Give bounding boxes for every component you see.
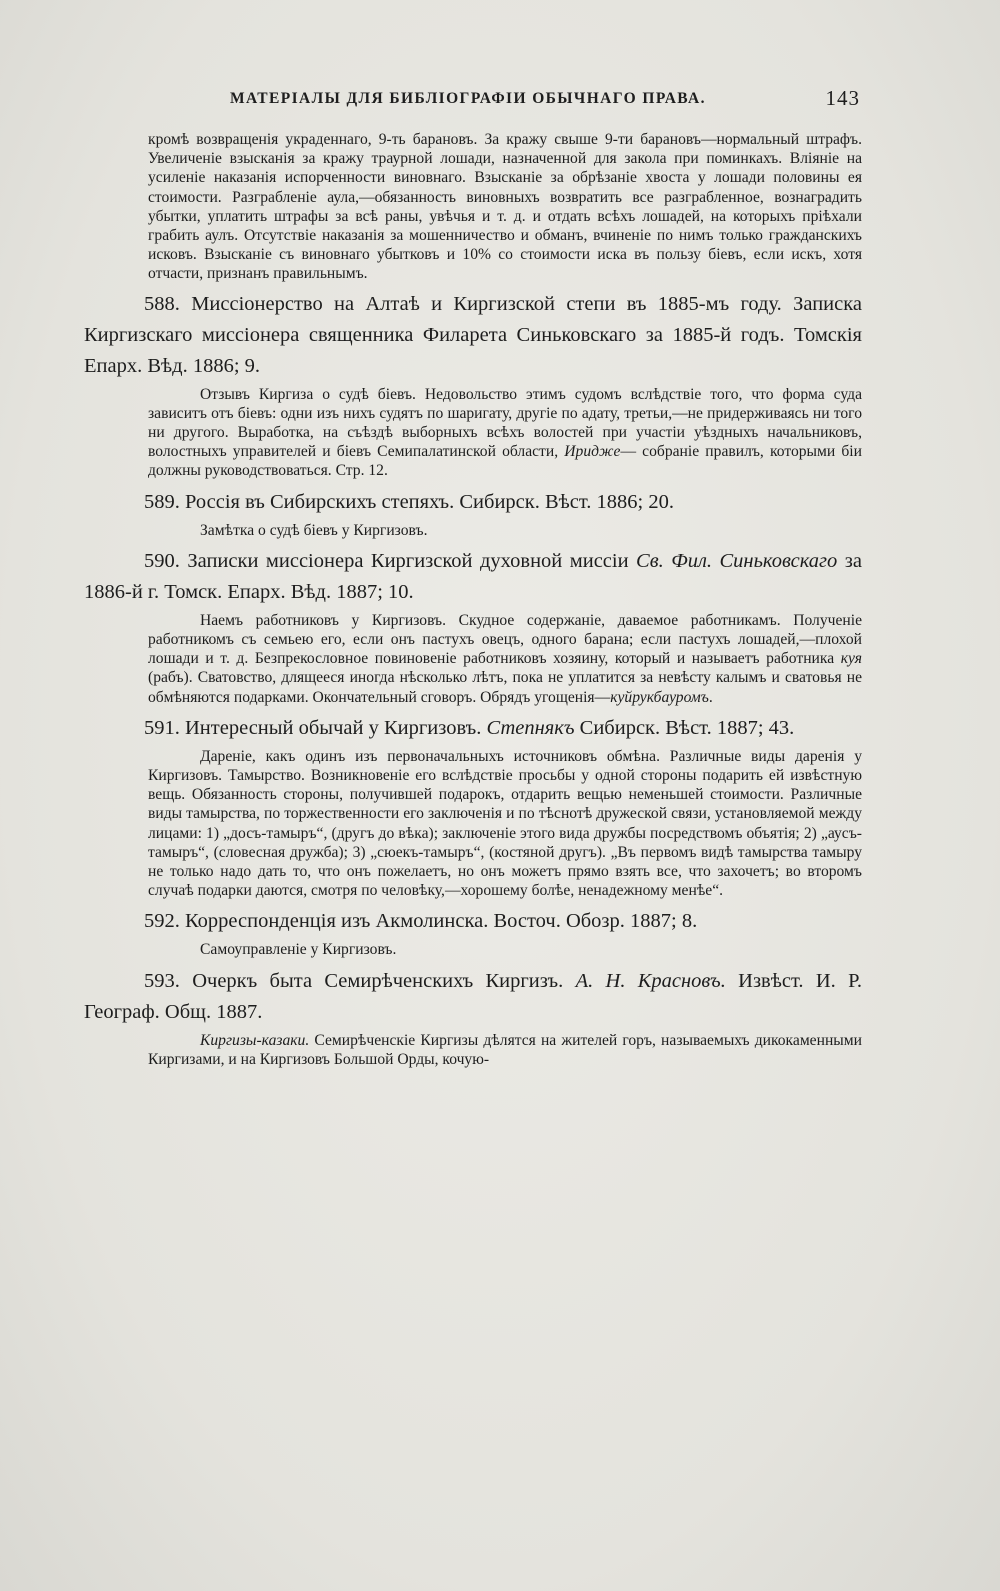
entry-592-note: Самоуправленіе у Киргизовъ. <box>200 941 397 959</box>
note-italic-term: Ириджe <box>564 443 621 461</box>
entry-number: 588. <box>144 292 180 315</box>
note-text: Наемъ работниковъ у Киргизовъ. Скудное содержаніе, даваемое работникамъ. Полученіе работникомъ съ семьею его, если онъ пастухъ овецъ, одного барана; если пастухъ лошадей,—плохой лошади и т. д. Безпрекословное повиновеніе работниковъ хозяину, который и называетъ работника <box>148 611 862 668</box>
entry-593-note <box>148 1031 862 1069</box>
entry-title: Корреспонденція изъ Акмолинска. Восточ. Обозр. 1887; 8. <box>185 910 698 933</box>
entry-589 <box>84 487 862 518</box>
note-text: Отзывъ Киргиза о судѣ біевъ. Недовольство этимъ судомъ вслѣдствіе того, что форма суда зависитъ отъ біевъ: одни изъ нихъ судятъ по шаригату, другіе по адату, третьи,—не придерживаясь ни того ни другого. Выработка, на съѣздѣ выборныхъ всѣхъ волостей при участіи уѣздныхъ начальниковъ, волостныхъ управителей и біевъ Семипалатинской области, <box>148 385 862 461</box>
entry-588 <box>84 289 862 382</box>
entry-592 <box>84 906 862 937</box>
note-text-mid: (рабъ). Сватовство, длящееся иногда нѣсколько лѣтъ, пока не уплатится за невѣсту калымъ и сватовья не обмѣняются подарками. Окончательный сговоръ. Обрядъ угощенія— <box>148 669 862 706</box>
entry-author: А. Н. Красновъ. <box>575 969 726 992</box>
entry-number: 590. <box>144 549 180 572</box>
entry-title: Записки миссіонера Киргизской духовной миссіи <box>187 549 629 572</box>
page-number: 143 <box>825 86 860 110</box>
entry-title: Миссіонерство на Алтаѣ и Киргизской степи въ 1885-мъ году. Записка Киргизскаго миссіонера священника Филарета Синьковскаго за 1885-й годъ. Томскія Епарх. Вѣд. 1886; 9. <box>84 292 862 377</box>
entry-591 <box>84 713 862 744</box>
entry-number: 593. <box>144 969 180 992</box>
entry-author: Степнякъ <box>486 716 575 739</box>
running-title: МАТЕРІАЛЫ ДЛЯ БИБЛІОГРАФІИ ОБЫЧНАГО ПРАВА. <box>230 90 706 107</box>
entry-591-note: Дареніе, какъ одинъ изъ первоначальныхъ источниковъ обмѣна. Различные виды даренія у Киргизовъ. Тамырство. Возникновеніе его вслѣдствіе просьбы у одной стороны подарить ей извѣстную вещь. Обязанность стороны, получившей подарокъ, отдарить вещью неменьшей стоимости. Различные виды тамырства, по торжественности его заключенія и по тѣснотѣ дружеской связи, установляемой между лицами: 1) „досъ-тамыръ“, (другъ до вѣка); заключеніе этого вида дружбы посредствомъ объятія; 2) „аусъ-тамыръ“, (словесная дружба); 3) „сюекъ-тамыръ“, (костяной другъ). „Въ первомъ видѣ тамырства тамыру не только надо дать то, что онъ пожелаетъ, но онъ можетъ прямо взять все, что захочетъ; во второмъ случаѣ подарки даются, смотря по человѣку,—хорошему болѣе, ненадежному менѣе“. <box>148 747 862 900</box>
entry-588-note <box>148 385 862 481</box>
note-text-tail: . <box>708 688 713 706</box>
entry-source: Сибирск. Вѣст. 1887; 43. <box>579 716 795 739</box>
entry-590 <box>84 546 862 608</box>
entry-number: 591. <box>144 716 180 739</box>
entry-590-note <box>148 611 862 707</box>
note-text: Семирѣченскіе Киргизы дѣлятся на жителей горъ, называемыхъ дикокаменными Киргизами, и на Киргизовъ Большой Орды, кочую- <box>148 1031 862 1068</box>
page-content <box>84 130 862 1075</box>
entry-title: Интересный обычай у Киргизовъ. <box>185 716 482 739</box>
entry-title: Очеркъ быта Семирѣченскихъ Киргизъ. <box>192 969 564 992</box>
entry-author: Св. Фил. Синьковскаго <box>636 549 838 572</box>
entry-source: Извѣст. И. Р. Географ. Общ. 1887. <box>84 969 863 1023</box>
running-head <box>230 88 860 118</box>
entry-source: за 1886-й г. Томск. Епарх. Вѣд. 1887; 10. <box>84 549 862 603</box>
entry-589-note: Замѣтка о судѣ біевъ у Киргизовъ. <box>200 521 428 539</box>
entry-number: 592. <box>144 910 180 933</box>
entry-593 <box>84 966 862 1028</box>
entry-number: 589. <box>144 490 180 513</box>
note-italic-term: Киргизы-казаки. <box>200 1031 310 1049</box>
note-italic-term-2: куйрукбауромъ <box>610 688 709 706</box>
continuation-paragraph: кромѣ возвращенія украденнаго, 9-ть барановъ. За кражу свыше 9-ти барановъ—нормальный штрафъ. Увеличеніе взысканія за кражу траурной лошади, назначенной для закола при поминкахъ. Вліяніе на усиленіе наказанія испорченности виновнаго. Взысканіе за обрѣзаніе хвоста у лошади половины ея стоимости. Разграбленіе аула,—обязанность виновныхъ возвратить все разграбленное, вознаградить убытки, уплатить штрафы за всѣ раны, увѣчья и т. д. и отдать всѣхъ лошадей, на которыхъ пріѣхали грабить аулъ. Отсутствіе наказанія за мошенничество и обманъ, вчиненіе по нимъ только гражданскихъ исковъ. Взысканіе съ виновнаго убытковъ и 10% со стоимости иска въ пользу біевъ, если искъ, хотя отчасти, признанъ правильнымъ. <box>148 131 862 283</box>
note-italic-term: куя <box>840 650 862 668</box>
entry-title: Россія въ Сибирскихъ степяхъ. Сибирск. Вѣст. 1886; 20. <box>185 490 675 513</box>
note-text-tail: — собраніе правилъ, которыми біи должны руководствоваться. Стр. 12. <box>148 443 862 480</box>
